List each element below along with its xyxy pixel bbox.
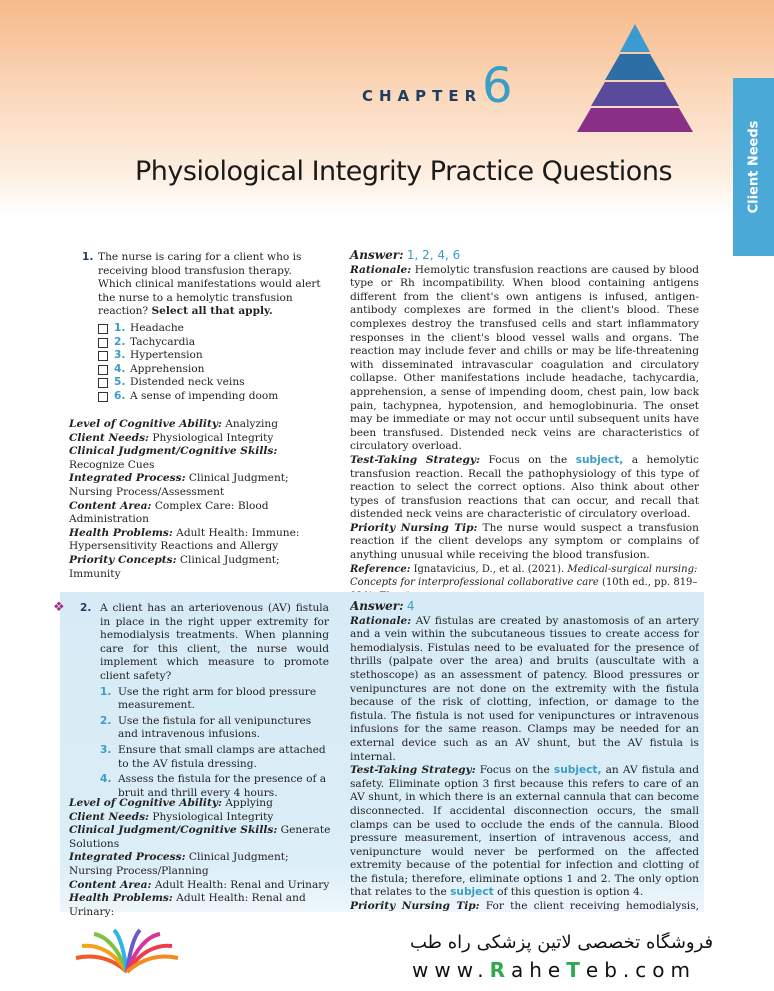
alternate-item-icon: ❖ — [53, 600, 65, 615]
answer-line: Answer: 1, 2, 4, 6 — [350, 248, 461, 262]
question-2-metadata — [69, 797, 331, 919]
meta-row: Level of Cognitive Ability: Applying — [69, 797, 273, 809]
meta-row: Content Area: Adult Health: Renal and Urinary — [69, 878, 330, 891]
side-tab — [733, 78, 774, 256]
checkbox-icon — [98, 365, 108, 375]
test-taking-strategy: Test-Taking Strategy: Focus on the subject, an AV fistula and safety. Eliminate option 3 first because this refers to care of an AV shunt, in which there is an external cannula that can become disconnected. If accidental disconnection occurs, the small clamps can be used to occlude the ends of the cannula. Blood pressure measurement, insertion of intravenous access, and venipuncture would never be performed on the affected extremity because of the potential for infection and clotting of the fistula; therefore, eliminate options 1 and 2. The only option that relates to the subject of this question is option 4. — [350, 764, 699, 899]
option-4: 4. Assess the fistula for the presence of a bruit and thrill every 4 hours. — [100, 773, 327, 799]
question-number: 2. — [80, 602, 92, 614]
option-4: 4. Apprehension — [98, 363, 329, 377]
side-tab-label: Client Needs — [746, 120, 761, 214]
priority-nursing-tip: Priority Nursing Tip: The nurse would suspect a transfusion reaction if the client develops any symptom or complains of anything unusual while receiving the blood transfusion. — [350, 521, 699, 562]
answer-line: Answer: 4 — [350, 600, 415, 613]
meta-row: Content Area: Complex Care: Blood Administration — [69, 499, 269, 526]
option-1: 1. Use the right arm for blood pressure measurement. — [100, 685, 317, 712]
meta-row: Level of Cognitive Ability: Analyzing — [69, 418, 279, 430]
priority-nursing-tip: Priority Nursing Tip: For the client receiving hemodialysis, — [350, 900, 699, 912]
answer-2 — [350, 600, 699, 912]
chapter-number: 6 — [482, 58, 513, 114]
meta-row: Client Needs: Physiological Integrity — [69, 431, 274, 444]
question-2 — [82, 602, 329, 800]
meta-row: Client Needs: Physiological Integrity — [69, 810, 274, 823]
rationale: Rationale: AV fistulas are created by anastomosis of an artery and a vein within the subcutaneous tissues to create access for hemodialysis. Fistulas need to be evaluated for the presence of thrills (palpate over the area) and bruits (auscultate with a stethoscope) as an assessment of patency. Blood pressures or venipunctures are not done on the extremity with the fistula because of the risk of clotting, infection, or damage to the fistula. The fistula is not used for venipunctures or intravenous infusions for the same reason. Clamps may be needed for an external device such as an AV shunt, but the AV fistula is internal. — [350, 614, 699, 763]
checkbox-icon — [98, 378, 108, 388]
option-3: 3. Hypertension — [98, 349, 329, 363]
question-number: 1. — [82, 251, 94, 263]
option-2: 2. Use the fistula for all venipunctures and intravenous infusions. — [100, 714, 312, 741]
checkbox-icon — [98, 324, 108, 334]
meta-row: Integrated Process: Clinical Judgment; Nursing Process/Assessment — [69, 472, 289, 498]
checkbox-icon — [98, 338, 108, 348]
question-1 — [84, 251, 329, 404]
answer-1 — [350, 249, 699, 603]
meta-row: Health Problems: Adult Health: Immune: Hypersensitivity Reactions and Allergy — [69, 526, 300, 553]
question-stem: A client has an arteriovenous (AV) fistula in place in the right upper extremity for hemodialysis treatments. When planning care for this client, the nurse would implement which measure to promote client safety? — [100, 602, 329, 682]
meta-row: Integrated Process: Clinical Judgment; Nursing Process/Planning — [69, 851, 289, 877]
option-1: 1. Headache — [98, 322, 329, 336]
shop-url: www.RaheTeb.com — [412, 958, 696, 982]
option-5: 5. Distended neck veins — [98, 376, 329, 390]
question-1-metadata — [69, 418, 331, 581]
meta-row: Clinical Judgment/Cognitive Skills: Generate Solutions — [69, 824, 331, 850]
meta-row: Clinical Judgment/Cognitive Skills: Recognize Cues — [69, 445, 278, 471]
option-6: 6. A sense of impending doom — [98, 390, 329, 404]
question-stem: The nurse is caring for a client who is receiving blood transfusion therapy. Which clinical manifestations would alert the nurse to a hemolytic transfusion reaction? Select all that apply. — [98, 251, 321, 318]
checkbox-icon — [98, 351, 108, 361]
checkbox-icon — [98, 392, 108, 402]
rationale: Rationale: Hemolytic transfusion reactions are caused by blood type or Rh incompatibility. When blood containing antigens different from the client's own antigens is infused, antigen-antibody complexes are formed in the client's blood. These complexes destroy the transfused cells and start inflammatory responses in the client's blood vessel walls and organs. The reaction may include fever and chills or may be life-threatening with disseminated intravascular coagulation and circulatory collapse. Other manifestations include headache, tachycardia, apprehension, a sense of impending doom, chest pain, low back pain, tachypnea, hypotension, and hemoglobinuria. The onset may be immediate or may not occur until subsequent units have been transfused. Distended neck veins are characteristics of circulatory overload. — [350, 263, 699, 453]
meta-row: Priority Concepts: Clinical Judgment; Immunity — [69, 553, 280, 580]
option-2: 2. Tachycardia — [98, 336, 329, 350]
page-title: Physiological Integrity Practice Questions — [135, 156, 673, 187]
test-taking-strategy: Test-Taking Strategy: Focus on the subject, a hemolytic transfusion reaction. Recall the pathophysiology of this type of reaction to select the correct options. Also think about other types of transfusion reactions that can occur, and recall that distended neck veins are characteristic of circulatory overload. — [350, 453, 699, 521]
shop-name: فروشگاه تخصصی لاتین پزشکی راه طب — [410, 932, 714, 953]
reference: Reference: Ignatavicius, D., et al. (2021). Medical-surgical nursing: Concepts for interprofessional collaborative care (10th ed., pp. 819– — [350, 563, 698, 589]
chapter-label: CHAPTER — [362, 87, 483, 105]
pyramid-icon — [565, 24, 705, 134]
book-logo-icon — [72, 928, 182, 976]
meta-row: Health Problems: Adult Health: Renal and Urinary: — [69, 892, 306, 918]
option-3: 3. Ensure that small clamps are attached to the AV fistula dressing. — [100, 743, 326, 770]
